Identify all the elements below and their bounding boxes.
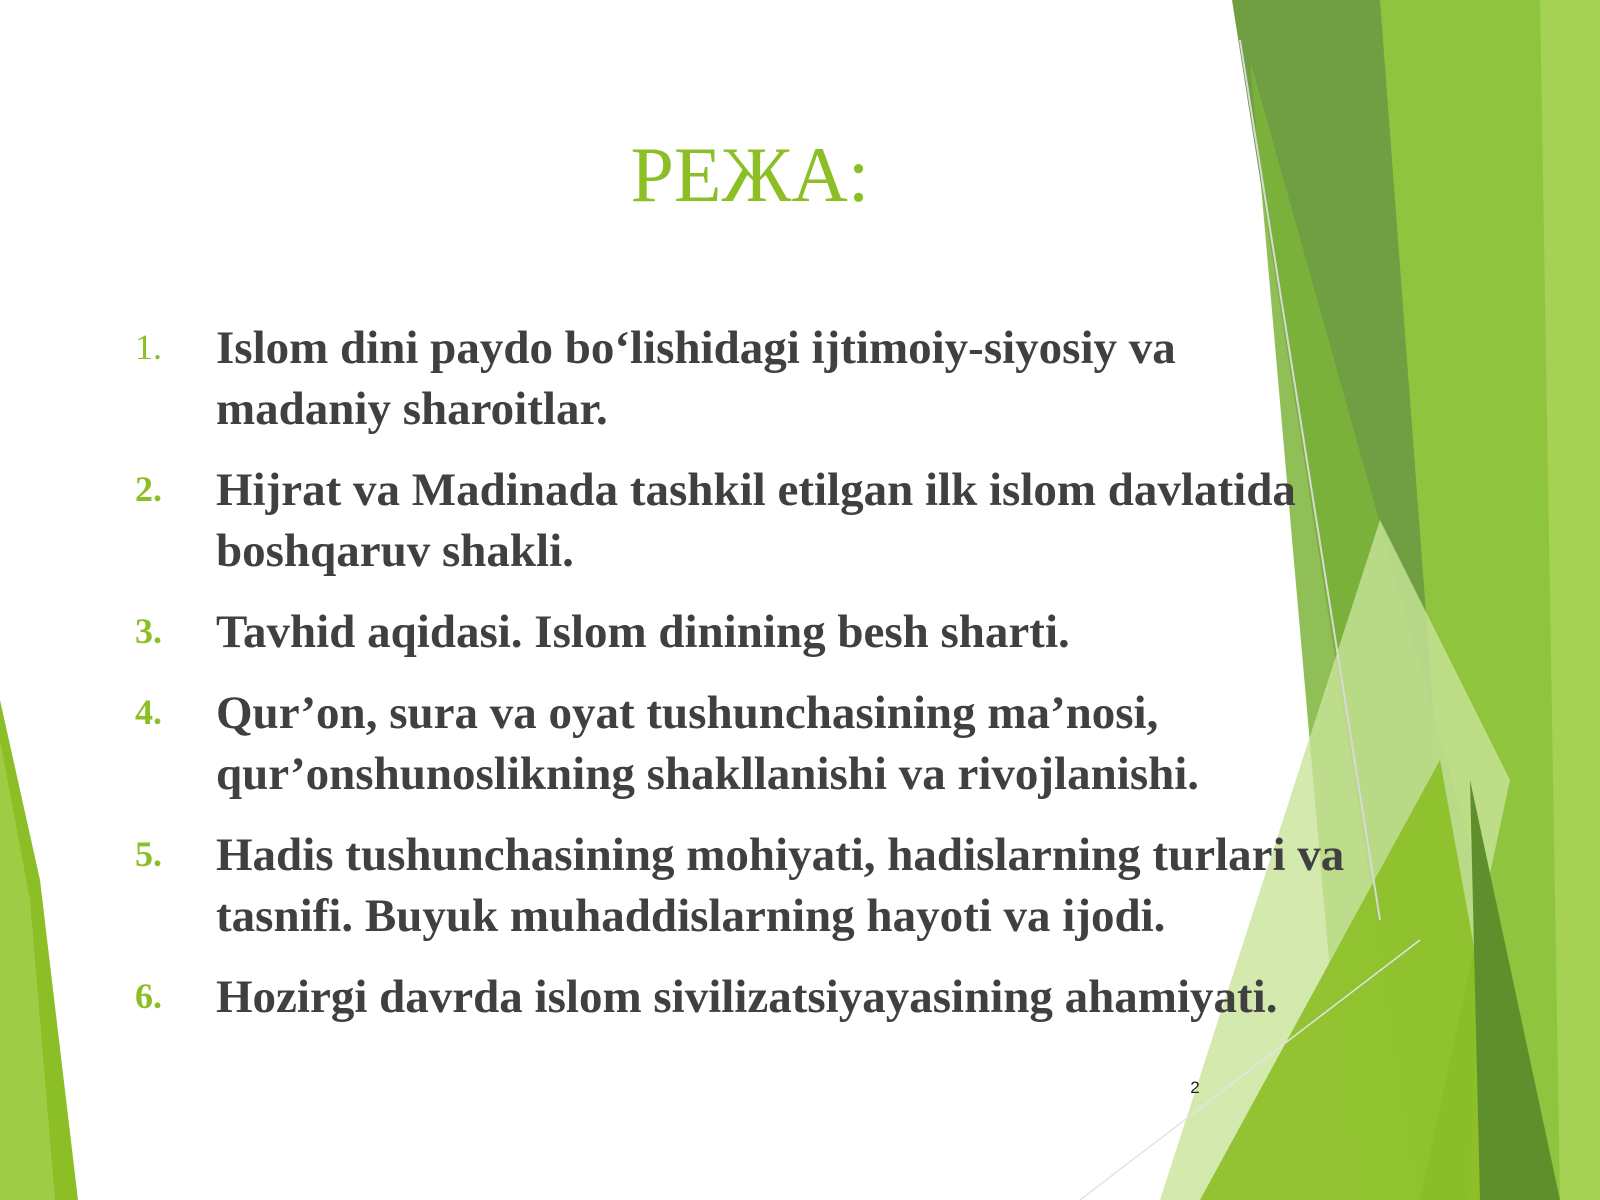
page-number: 2	[1190, 1078, 1200, 1097]
list-item	[120, 967, 1480, 1028]
list-item-number: 5.	[135, 834, 162, 874]
list-item	[120, 683, 1480, 805]
list-item	[120, 460, 1480, 582]
list-item-text: Hijrat va Madinada tashkil etilgan ilk islom davlatida boshqaruv shakli.	[216, 464, 1296, 577]
list-item-text: Hozirgi davrda islom sivilizatsiyayasining ahamiyati.	[216, 971, 1278, 1023]
slide-title: РЕЖА:	[630, 131, 870, 218]
plan-list	[120, 318, 1480, 1028]
list-item	[120, 318, 1480, 440]
list-item-number: 6.	[135, 976, 162, 1016]
list-item-text: Tavhid aqidasi. Islom dinining besh sharti.	[216, 606, 1070, 658]
list-item-number: 2.	[135, 469, 162, 509]
list-item-text: Hadis tushunchasining mohiyati, hadislarning turlari va tasnifi. Buyuk muhaddislarning hayoti va ijodi.	[216, 829, 1345, 942]
list-item-text: Qur’on, sura va oyat tushunchasining ma’nosi, qur’onshunoslikning shakllanishi va rivojlanishi.	[216, 687, 1200, 800]
list-item-number: 1.	[135, 327, 162, 367]
list-item	[120, 602, 1480, 663]
list-item-number: 4.	[135, 692, 162, 732]
list-item	[120, 825, 1480, 947]
list-item-text: Islom dini paydo bo‘lishidagi ijtimoiy-siyosiy va madaniy sharoitlar.	[216, 322, 1176, 435]
list-item-number: 3.	[135, 611, 162, 651]
